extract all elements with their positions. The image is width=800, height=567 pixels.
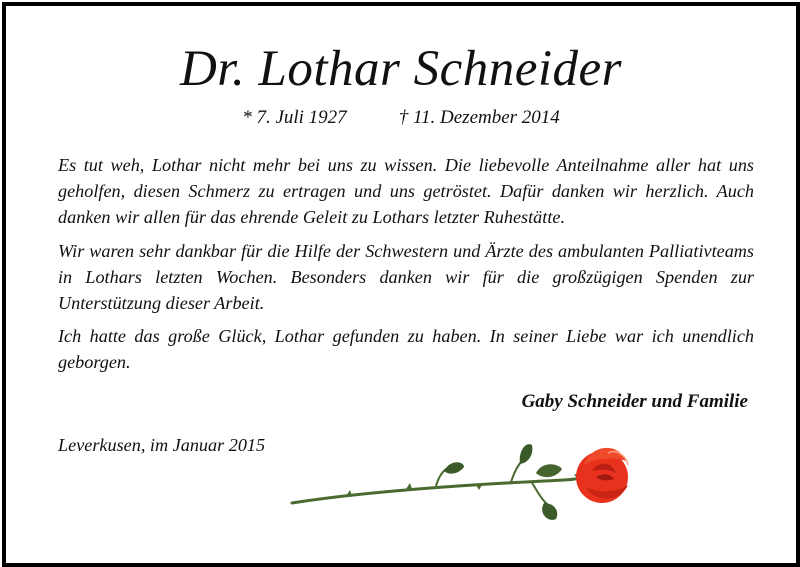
paragraph-2: Wir waren sehr dankbar für die Hilfe der Schwestern und Ärzte des ambulanten Palliativteams in Lothars letzten Wochen. Besonders danken wir für die großzügigen Spenden zur Unterstützung dieser Arbeit. bbox=[58, 240, 754, 314]
place-and-date: Leverkusen, im Januar 2015 bbox=[58, 435, 266, 455]
life-dates bbox=[6, 108, 796, 127]
thank-you-text bbox=[58, 152, 754, 383]
signature: Gaby Schneider und Familie bbox=[521, 391, 748, 412]
birth-date: * 7. Juli 1927 bbox=[242, 107, 347, 128]
deceased-name: Dr. Lothar Schneider bbox=[179, 41, 623, 97]
death-date: † 11. Dezember 2014 bbox=[398, 107, 560, 128]
paragraph-3: Ich hatte das große Glück, Lothar gefunden zu haben. In seiner Liebe war ich unendlich geborgen. bbox=[58, 326, 754, 373]
paragraph-1: Es tut weh, Lothar nicht mehr bei uns zu wissen. Die liebevolle Anteilnahme aller hat uns geholfen, diesen Schmerz zu ertragen und uns getröstet. Dafür danken wir herzlich. Auch danken wir allen für das ehrende Geleit zu Lothars letzter Ruhestätte. bbox=[58, 155, 754, 228]
obituary-card bbox=[2, 2, 800, 567]
red-rose-icon bbox=[286, 431, 646, 531]
